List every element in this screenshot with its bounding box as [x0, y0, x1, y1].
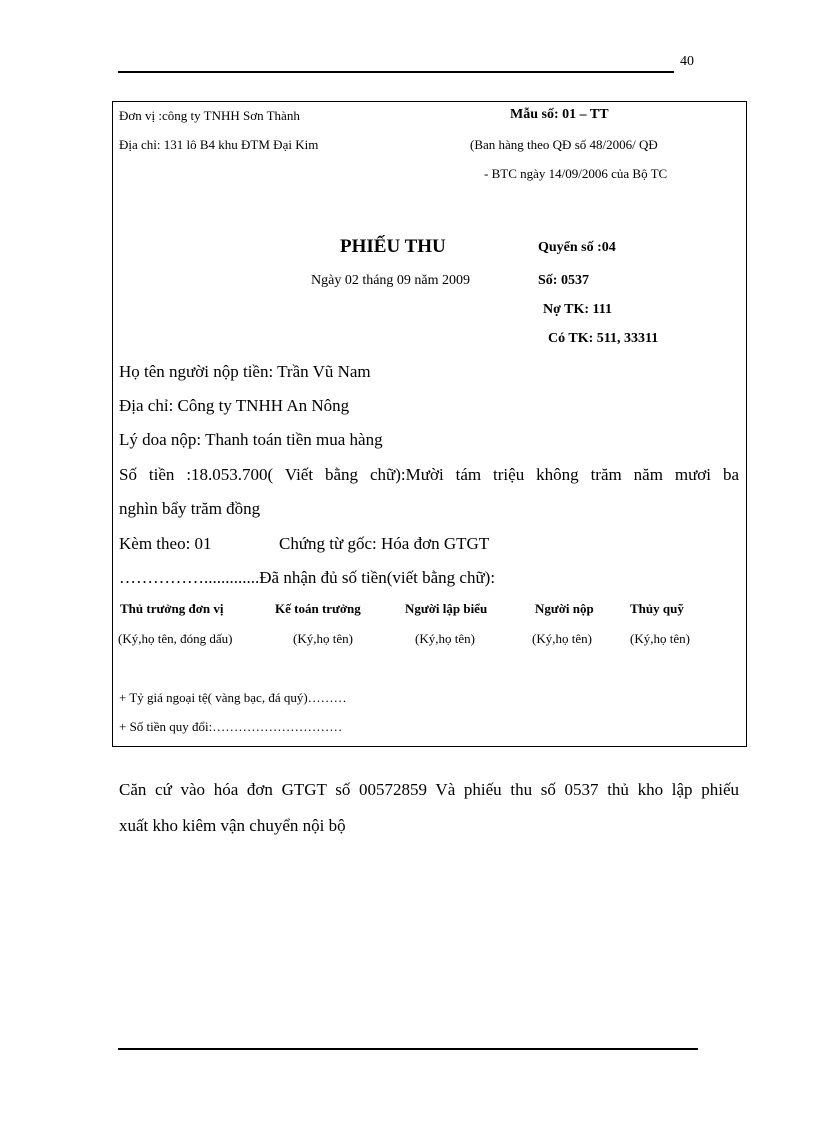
- page-number: 40: [680, 54, 694, 69]
- amount-line-1: Số tiền :18.053.700( Viết bằng chữ):Mười tám triệu không trăm năm mươi ba: [119, 465, 739, 484]
- signer-note-director: (Ký,họ tên, đóng dấu): [118, 631, 233, 646]
- payer-address: Địa chỉ: Công ty TNHH An Nông: [119, 396, 350, 415]
- signer-note-cashier: (Ký,họ tên): [630, 631, 690, 646]
- book-number: Quyển số :04: [538, 240, 616, 255]
- signer-role-director: Thủ trưởng đơn vị: [120, 601, 224, 616]
- signer-role-preparer: Người lập biểu: [405, 601, 488, 616]
- signer-role-payer: Người nộp: [535, 601, 594, 616]
- exchange-rate-line: + Tỷ giá ngoại tệ( vàng bạc, đá quý)………: [119, 690, 347, 705]
- signer-note-payer: (Ký,họ tên): [532, 631, 592, 646]
- amount-line-2: nghìn bẩy trăm đồng: [119, 499, 261, 518]
- signer-role-chief-accountant: Kế toán trưởng: [275, 601, 361, 616]
- receipt-form-box: [112, 101, 747, 747]
- unit-address: Địa chỉ: 131 lô B4 khu ĐTM Đại Kim: [119, 137, 319, 152]
- signer-role-cashier: Thủy quỹ: [630, 601, 684, 616]
- signer-note-chief-accountant: (Ký,họ tên): [293, 631, 353, 646]
- body-line-1: Căn cứ vào hóa đơn GTGT số 00572859 Và phiếu thu số 0537 thủ kho lập phiếu: [119, 780, 739, 799]
- attachments: Kèm theo: 01: [119, 534, 212, 553]
- payment-reason: Lý doa nộp: Thanh toán tiền mua hàng: [119, 430, 383, 449]
- form-template: Mẫu số: 01 – TT: [510, 107, 609, 122]
- source-document: Chứng từ gốc: Hóa đơn GTGT: [279, 534, 490, 553]
- unit-name: Đơn vị :công ty TNHH Sơn Thành: [119, 108, 300, 123]
- receipt-number: Số: 0537: [538, 273, 589, 288]
- receipt-title: PHIẾU THU: [340, 236, 446, 257]
- payer-name: Họ tên người nộp tiền: Trần Vũ Nam: [119, 362, 371, 381]
- debit-account: Nợ TK: 111: [543, 302, 612, 317]
- signer-note-preparer: (Ký,họ tên): [415, 631, 475, 646]
- header-rule: [118, 71, 674, 73]
- regulation-line-1: (Ban hàng theo QĐ số 48/2006/ QĐ: [470, 137, 658, 152]
- body-line-2: xuất kho kiêm vận chuyển nội bộ: [119, 816, 346, 835]
- converted-amount-line: + Số tiền quy đổi:…………………………: [119, 719, 343, 734]
- credit-account: Có TK: 511, 33311: [548, 331, 659, 346]
- footer-rule: [118, 1048, 698, 1050]
- received-amount-words: …………….............Đã nhận đủ số tiền(viết bằng chữ):: [119, 568, 496, 587]
- regulation-line-2: - BTC ngày 14/09/2006 của Bộ TC: [484, 166, 668, 181]
- receipt-date: Ngày 02 tháng 09 năm 2009: [311, 273, 471, 288]
